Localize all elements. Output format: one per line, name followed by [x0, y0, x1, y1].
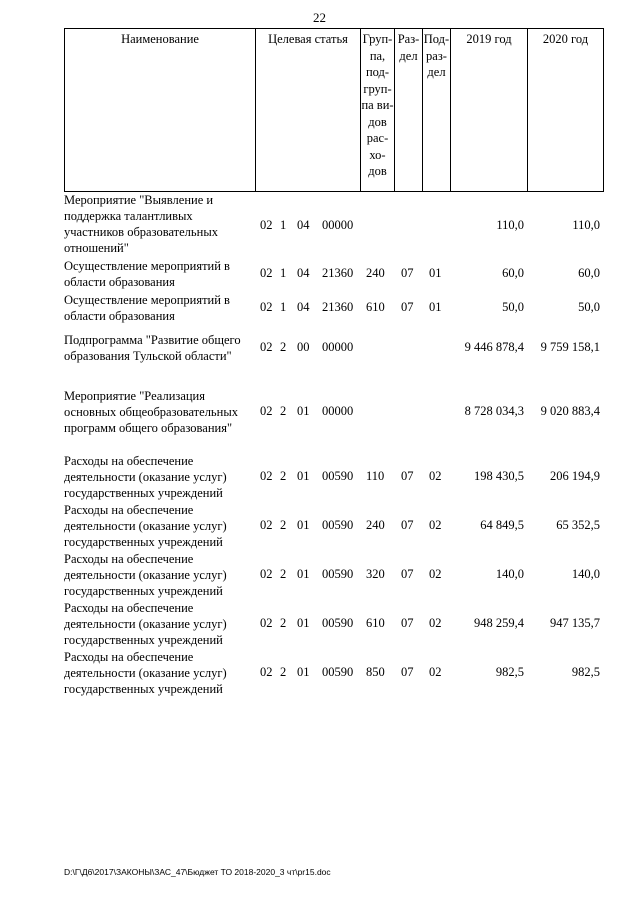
file-path-footer: D:\Г\Д6\2017\ЗАКОНЫ\ЗАС_47\Бюджет ТО 2018-2020_3 чт\pr15.doc — [64, 867, 331, 877]
row-2019: 60,0 — [502, 266, 524, 280]
row-code-3: 04 — [297, 300, 310, 314]
row-code-3: 04 — [297, 218, 310, 232]
row-code-2: 2 — [280, 404, 287, 418]
row-2019: 982,5 — [495, 665, 524, 679]
row-name: Расходы на обеспечение деятельности (оказание услуг) государственных учреждений — [64, 650, 227, 696]
header-group: Груп- па, под- груп- па ви- дов рас- хо- дов — [360, 28, 395, 192]
row-code-3: 01 — [297, 469, 310, 483]
row-code-4: 00590 — [322, 616, 354, 630]
row-code-3: 01 — [297, 616, 310, 630]
row-code-3: 01 — [297, 518, 310, 532]
row-2019: 50,0 — [502, 300, 524, 314]
row-name: Подпрограмма "Развитие общего образования Тульской области" — [64, 333, 241, 363]
row-code-3: 04 — [297, 266, 310, 280]
header-target: Целевая статья — [255, 28, 361, 192]
row-name: Расходы на обеспечение деятельности (оказание услуг) государственных учреждений — [64, 552, 227, 598]
row-code-3: 01 — [297, 404, 310, 418]
row-code-2: 2 — [280, 340, 287, 354]
row-2019: 110,0 — [496, 218, 524, 232]
row-name: Осуществление мероприятий в области образования — [64, 293, 230, 323]
header-subsection: Под- раз- дел — [422, 28, 451, 192]
row-section: 07 — [401, 567, 414, 581]
row-2020: 9 759 158,1 — [540, 340, 600, 354]
row-group: 320 — [366, 567, 385, 581]
row-code-1: 02 — [260, 665, 273, 679]
row-code-1: 02 — [260, 340, 273, 354]
row-subsection: 02 — [429, 616, 442, 630]
row-code-4: 00590 — [322, 665, 354, 679]
row-code-1: 02 — [260, 300, 273, 314]
row-code-4: 21360 — [322, 300, 354, 314]
row-group: 850 — [366, 665, 385, 679]
row-name: Расходы на обеспечение деятельности (оказание услуг) государственных учреждений — [64, 503, 227, 549]
row-code-2: 2 — [280, 567, 287, 581]
header-section: Раз- дел — [394, 28, 423, 192]
row-2019: 64 849,5 — [480, 518, 524, 532]
row-code-4: 00000 — [322, 404, 354, 418]
row-code-1: 02 — [260, 567, 273, 581]
row-code-1: 02 — [260, 404, 273, 418]
row-section: 07 — [401, 665, 414, 679]
row-section: 07 — [401, 266, 414, 280]
row-subsection: 02 — [429, 567, 442, 581]
row-code-4: 00000 — [322, 340, 354, 354]
row-code-1: 02 — [260, 616, 273, 630]
row-section: 07 — [401, 518, 414, 532]
header-name: Наименование — [64, 28, 256, 192]
row-group: 240 — [366, 518, 385, 532]
row-code-3: 01 — [297, 567, 310, 581]
page-number: 22 — [313, 10, 326, 25]
row-code-2: 2 — [280, 616, 287, 630]
row-subsection: 02 — [429, 518, 442, 532]
row-code-1: 02 — [260, 266, 273, 280]
row-subsection: 02 — [429, 469, 442, 483]
row-group: 240 — [366, 266, 385, 280]
row-name: Расходы на обеспечение деятельности (оказание услуг) государственных учреждений — [64, 601, 227, 647]
row-code-4: 21360 — [322, 266, 354, 280]
row-2019: 198 430,5 — [474, 469, 524, 483]
row-code-2: 1 — [280, 300, 287, 314]
row-code-2: 2 — [280, 469, 287, 483]
row-2020: 982,5 — [571, 665, 600, 679]
row-name: Мероприятие "Выявление и поддержка талантливых участников образовательных отношений" — [64, 193, 218, 255]
row-2020: 65 352,5 — [556, 518, 600, 532]
row-section: 07 — [401, 469, 414, 483]
row-subsection: 02 — [429, 665, 442, 679]
row-code-1: 02 — [260, 469, 273, 483]
row-name: Осуществление мероприятий в области образования — [64, 259, 230, 289]
row-name: Мероприятие "Реализация основных общеобразовательных программ общего образования" — [64, 389, 238, 435]
row-2020: 50,0 — [578, 300, 600, 314]
row-2020: 110,0 — [572, 218, 600, 232]
row-code-2: 2 — [280, 518, 287, 532]
row-section: 07 — [401, 616, 414, 630]
row-2019: 140,0 — [495, 567, 524, 581]
row-code-4: 00590 — [322, 518, 354, 532]
row-2020: 9 020 883,4 — [540, 404, 600, 418]
row-code-2: 1 — [280, 266, 287, 280]
row-2019: 9 446 878,4 — [464, 340, 524, 354]
row-2019: 8 728 034,3 — [464, 404, 524, 418]
row-group: 110 — [366, 469, 385, 483]
row-name: Расходы на обеспечение деятельности (оказание услуг) государственных учреждений — [64, 454, 227, 500]
row-section: 07 — [401, 300, 414, 314]
row-code-2: 2 — [280, 665, 287, 679]
row-2020: 140,0 — [571, 567, 600, 581]
row-subsection: 01 — [429, 300, 442, 314]
header-2019: 2019 год — [450, 28, 528, 192]
row-code-4: 00000 — [322, 218, 354, 232]
row-2020: 60,0 — [578, 266, 600, 280]
row-code-4: 00590 — [322, 567, 354, 581]
row-2020: 947 135,7 — [550, 616, 600, 630]
row-code-1: 02 — [260, 518, 273, 532]
row-2019: 948 259,4 — [474, 616, 524, 630]
row-2020: 206 194,9 — [550, 469, 600, 483]
row-code-2: 1 — [280, 218, 287, 232]
row-code-3: 01 — [297, 665, 310, 679]
row-group: 610 — [366, 300, 385, 314]
row-code-3: 00 — [297, 340, 310, 354]
row-code-4: 00590 — [322, 469, 354, 483]
row-group: 610 — [366, 616, 385, 630]
row-code-1: 02 — [260, 218, 273, 232]
header-2020: 2020 год — [527, 28, 604, 192]
row-subsection: 01 — [429, 266, 442, 280]
